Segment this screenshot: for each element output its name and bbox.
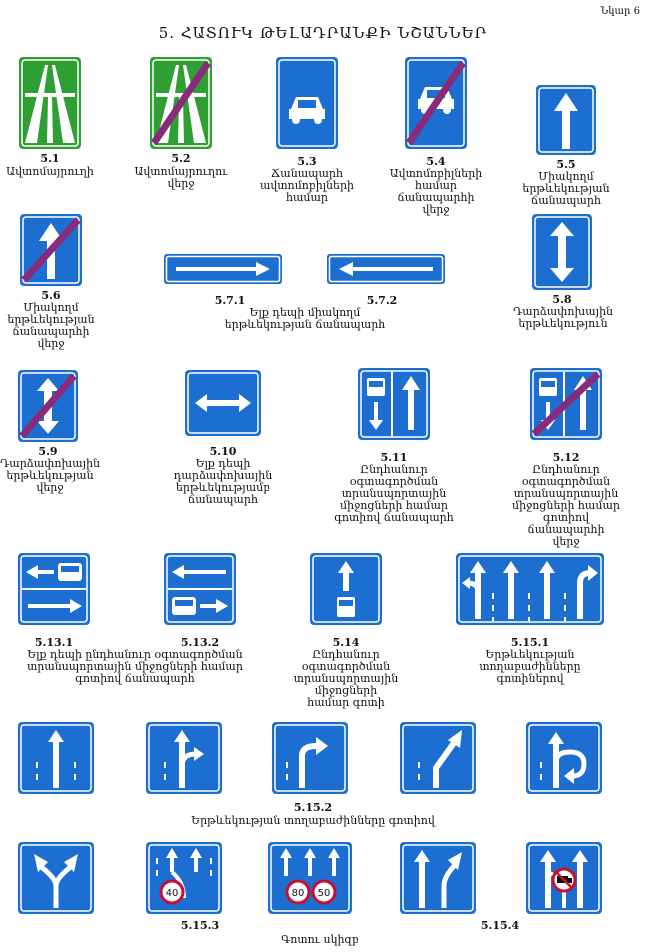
sign-5-11-number: 5.11 — [380, 451, 408, 464]
sign-5-5-caption: Միակողմ երթևեկության ճանապարհ — [522, 170, 610, 207]
sign-5-13-caption: Ելք դեպի ընդհանուր օգտագործման տրանսպորտային միջոցների համար գոտիով ճանապարհ — [27, 648, 243, 685]
sign-5-7-2-exit-left-icon — [327, 254, 445, 284]
sign-5-8-reversible-icon — [532, 214, 592, 290]
sign-5-7-1-number: 5.7.1 — [214, 294, 246, 307]
sign-5-12-end-bus-lane-road-icon — [530, 368, 602, 440]
sign-5-4-end-car-road-icon — [405, 57, 467, 149]
page-title: 5. ՀԱՏՈՒԿ ԹԵԼԱԴՐԱՆՔԻ ՆՇԱՆՆԵՐ — [158, 24, 488, 42]
sign-5-1-motorway-icon — [19, 57, 81, 149]
sign-5-13-2-exit-bus-lane-icon — [164, 553, 236, 625]
sign-5-15-3-lane-start-icon — [18, 842, 94, 914]
speed-limit-b: 80 — [291, 888, 305, 899]
sign-5-15-2-bear-right-icon — [400, 722, 476, 794]
sign-5-3-number: 5.3 — [297, 155, 317, 168]
sign-5-11-bus-lane-road-icon — [358, 368, 430, 440]
sign-5-15-2-u-turn-icon — [526, 722, 602, 794]
sign-5-15-2-straight-right-icon — [146, 722, 222, 794]
sign-5-4-number: 5.4 — [426, 155, 446, 168]
sign-5-9-end-reversible-icon — [18, 370, 78, 442]
sign-5-15-1-number: 5.15.1 — [510, 636, 550, 649]
sign-5-6-number: 5.6 — [41, 289, 61, 302]
sign-5-11-caption: Ընդհանուր օգտագործման տրանսպորտային միջոցների համար գոտիով ճանապարհ — [334, 463, 454, 524]
sign-5-15-4-number: 5.15.4 — [480, 919, 520, 932]
sign-5-15-2-caption: Երթևեկության տողաբաժինները գոտիով — [191, 814, 435, 827]
sign-5-15-2-straight-icon — [18, 722, 94, 794]
sign-5-10-exit-reversible-icon — [185, 370, 261, 436]
sign-5-5-one-way-icon — [536, 85, 596, 155]
sign-5-12-number: 5.12 — [552, 451, 580, 464]
sign-5-8-number: 5.8 — [552, 293, 572, 306]
sign-5-1-caption: Ավտոմայրուղի — [6, 165, 94, 178]
speed-limit-c: 50 — [317, 888, 331, 899]
sign-5-14-bus-lane-icon — [310, 553, 382, 625]
sign-5-14-number: 5.14 — [332, 636, 360, 649]
sign-5-13-1-number: 5.13.1 — [34, 636, 74, 649]
sign-5-2-caption: Ավտոմայրուղու վերջ — [134, 165, 228, 190]
sign-5-15-4-lane-start-right-icon — [400, 842, 476, 914]
sign-5-7-2-number: 5.7.2 — [366, 294, 398, 307]
sign-5-6-caption: Միակողմ երթևեկության ճանապարհի վերջ — [7, 301, 95, 350]
sign-5-10-caption: Ելք դեպի դարձափոխային երթևեկությամբ ճանապարհ — [173, 457, 273, 506]
sign-5-8-caption: Դարձափոխային երթևեկություն — [512, 305, 614, 330]
sign-5-15-1-caption: Երթևեկության տողաբաժինները գոտիներով — [479, 648, 581, 685]
sign-5-2-end-motorway-icon — [150, 57, 212, 149]
sign-5-2-number: 5.2 — [171, 152, 191, 165]
sign-5-3-caption: Ճանապարհ ավտոմոբիլների համար — [259, 167, 355, 204]
sign-5-15-4-lane-truck-ban-icon — [526, 842, 602, 914]
sign-5-1-number: 5.1 — [40, 152, 60, 165]
sign-5-15-1-lanes-directions-icon — [456, 553, 604, 625]
sign-5-14-caption: Ընդհանուր օգտագործման տրանսպորտային միջոցների համար գոտի — [293, 648, 399, 709]
sign-5-13-2-number: 5.13.2 — [180, 636, 220, 649]
sign-5-15-3-number: 5.15.3 — [180, 919, 220, 932]
row7-caption: Գոտու սկիզբ — [281, 933, 359, 946]
sign-5-9-number: 5.9 — [38, 445, 58, 458]
sign-5-9-caption: Դարձափոխային երթևեկության վերջ — [0, 457, 101, 494]
sign-5-15-3-lane-start-speed-icon — [146, 842, 222, 914]
sign-5-13-1-exit-bus-lane-icon — [18, 553, 90, 625]
sign-5-15-2-number: 5.15.2 — [293, 801, 333, 814]
sign-5-7-caption: Ելք դեպի միակողմ երթևեկության ճանապարհ — [224, 306, 386, 331]
sign-5-10-number: 5.10 — [209, 445, 237, 458]
speed-limit-a: 40 — [165, 888, 179, 899]
sign-5-6-end-one-way-icon — [20, 214, 82, 286]
sign-5-4-caption: Ավտոմոբիլների համար ճանապարհի վերջ — [389, 167, 483, 216]
sign-5-12-caption: Ընդհանուր օգտագործման տրանսպորտային միջոցների համար գոտիով ճանապարհի վերջ — [512, 463, 620, 548]
appendix-label: Նկար 6 — [600, 6, 640, 17]
sign-5-7-1-exit-right-icon — [164, 254, 282, 284]
sign-5-5-number: 5.5 — [556, 158, 576, 171]
sign-5-15-2-right-icon — [272, 722, 348, 794]
sign-5-3-car-road-icon — [276, 57, 338, 149]
sign-5-15-3-lanes-speed-icon — [268, 842, 352, 914]
